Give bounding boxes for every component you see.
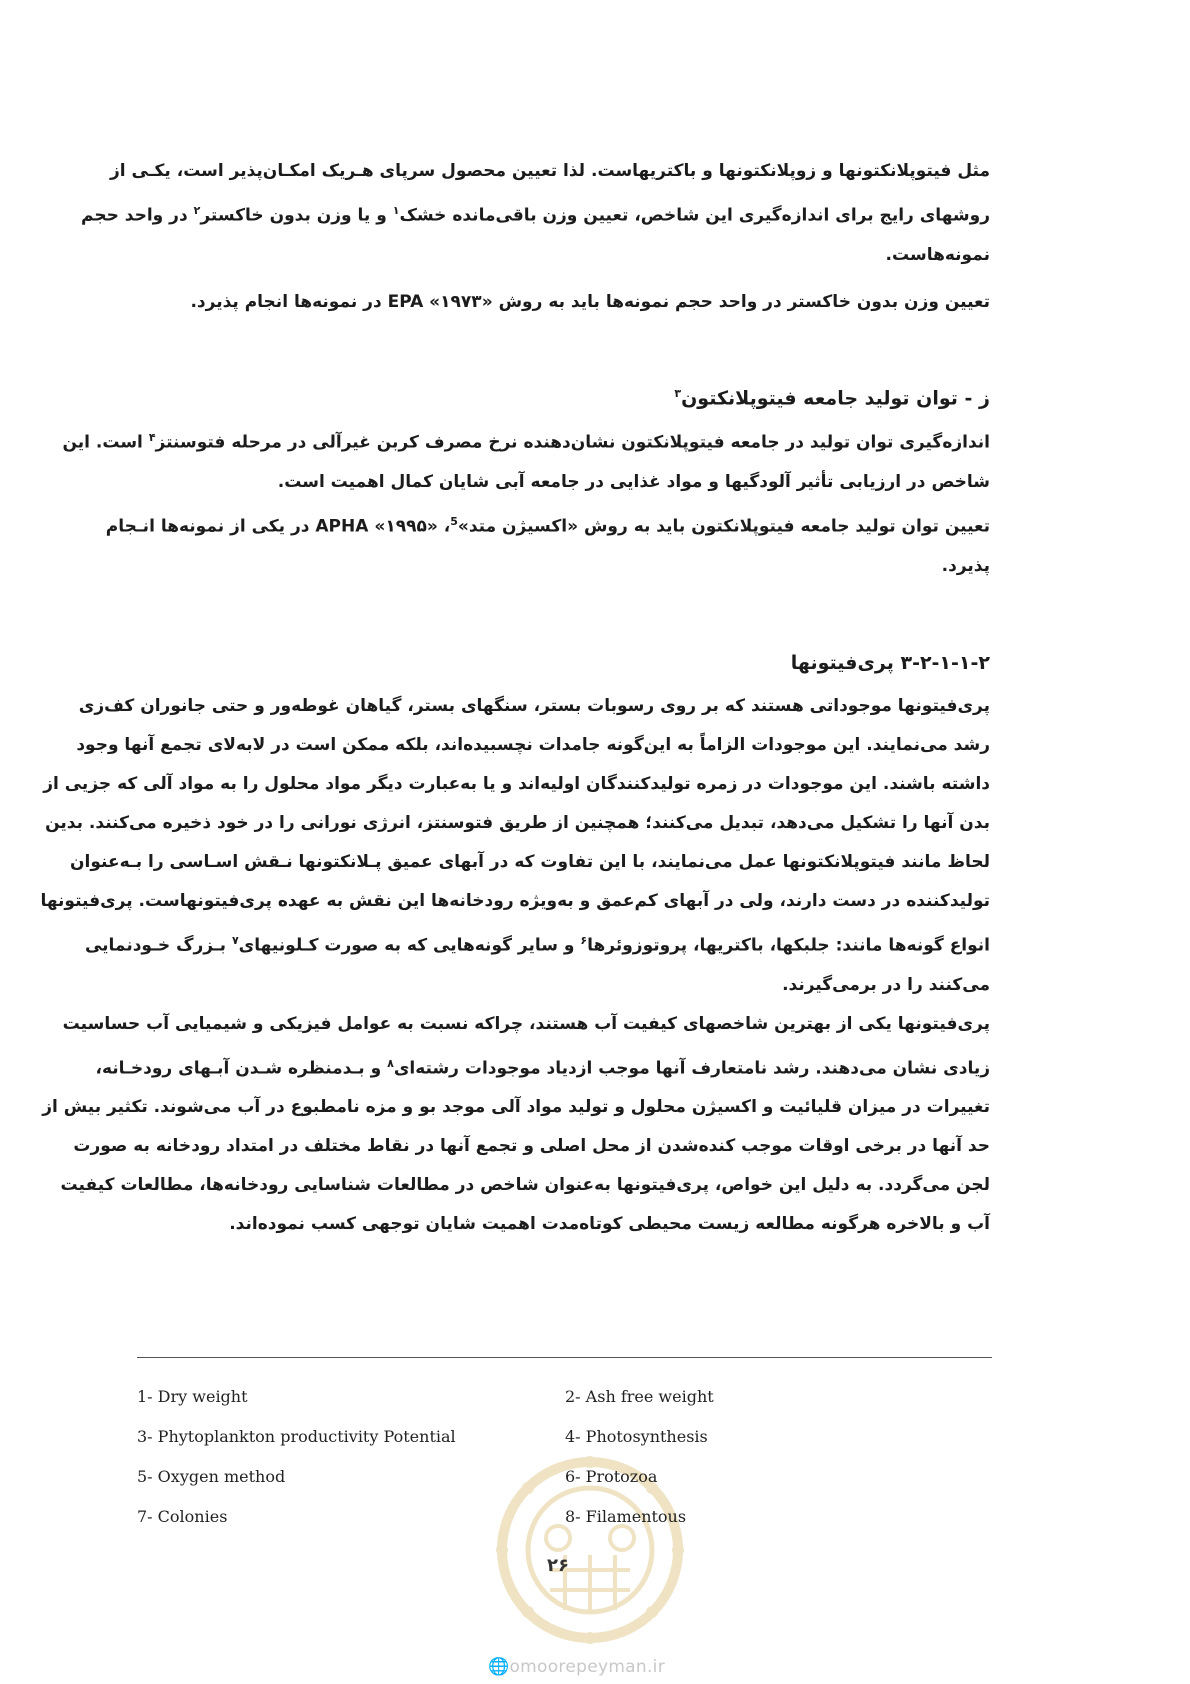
footnote-divider <box>137 1357 992 1358</box>
footnote-item: 5- Oxygen method <box>137 1467 286 1486</box>
section-z <box>62 374 990 586</box>
footnote-item: 7- Colonies <box>137 1507 228 1526</box>
periphyton-p2-line: آب و بالاخره هرگونه مطالعه زیست محیطی کوتاه‌مدت اهمیت شایان توجهی کسب نموده‌اند. <box>229 1214 990 1235</box>
section-z-p1-line2: شاخص در ارزیابی تأثیر آلودگیها و مواد غذایی در جامعه آبی شایان کمال اهمیت است. <box>277 471 990 492</box>
periphyton-p1-line: داشته باشند. این موجودات در زمره تولیدکنندگان اولیه‌اند و یا به‌عبارت دیگر مواد محلول را به مواد آلی که جزیی از <box>43 774 990 794</box>
section-periphyton <box>40 644 990 1244</box>
intro-line-2: روشهای رایج برای اندازه‌گیری این شاخص، تعیین وزن باقی‌مانده خشک$^۱$ و یا وزن بدون خاکستر$^۲$ در واحد حجم <box>81 204 990 226</box>
periphyton-p1-line: می‌کنند را در برمی‌گیرند. <box>782 974 990 995</box>
footnotes-left <box>137 1386 456 1546</box>
globe-icon: 🌐 <box>488 1657 510 1677</box>
footnote-item: 4- Photosynthesis <box>565 1427 708 1446</box>
periphyton-p1-line: بدن آنها را تشکیل می‌دهد، تبدیل می‌کنند؛ همچنین از طریق فتوسنتز، انرژی نورانی را در خود ذخیره می‌کنند. بدین <box>45 813 990 833</box>
footnote-item: 1- Dry weight <box>137 1387 248 1406</box>
footnote-item: 3- Phytoplankton productivity Potential <box>137 1427 456 1446</box>
periphyton-p2-line: زیادی نشان می‌دهند. رشد نامتعارف آنها موجب ازدیاد موجودات رشته‌ای$^۸$ و بـدمنظره شـدن آبـهای رودخـانه، <box>95 1056 990 1079</box>
periphyton-p1-line: تولیدکننده در دست دارند، ولی در آبهای کم‌عمق و به‌ویژه رودخانه‌ها این نقش به عهده پری‌فیتونهاست. پری‌فیتونها <box>40 891 990 911</box>
intro-line-1: مثل فیتوپلانکتونها و زوپلانکتونها و باکتریهاست. لذا تعیین محصول سرپای هـریک امکـان‌پذیر است، یکـی از <box>110 161 990 181</box>
epa-sentence: تعیین وزن بدون خاکستر در واحد حجم نمونه‌ها باید به روش «۱۹۷۳» EPA در نمونه‌ها انجام پذیرد. <box>190 292 990 312</box>
periphyton-p1-line: رشد می‌نمایند. این موجودات الزاماً به این‌گونه جامدات نچسبیده‌اند، بلکه ممکن است در لابه‌لای تجمع آنها وجود <box>76 735 990 755</box>
section-z-p2-line2: پذیرد. <box>941 555 990 576</box>
periphyton-p1-line: لحاظ مانند فیتوپلانکتونها عمل می‌نمایند، با این تفاوت که در آبهای عمیق پـلانکتونها نـقش اسـاسی را بـه‌عنوان <box>70 852 990 872</box>
intro-paragraph <box>81 152 990 275</box>
footnotes-right <box>565 1386 714 1546</box>
footnote-item: 8- Filamentous <box>565 1507 687 1526</box>
footnote-item: 2- Ash free weight <box>565 1387 714 1406</box>
periphyton-p1-line: پری‌فیتونها موجوداتی هستند که بر روی رسوبات بستر، سنگهای بستر، گیاهان غوطه‌ور و حتی جانوران کف‌زی <box>78 696 990 716</box>
footnote-item: 6- Protozoa <box>565 1467 658 1486</box>
section-periphyton-heading: ۳-۲-۱-۱-۲ پری‌فیتونها <box>790 652 990 674</box>
periphyton-p2-line: تغییرات در میزان قلیائیت و اکسیژن محلول و تولید مواد آلی موجد بو و مزه نامطبوع در آب می‌شوند. تکثیر بیش از <box>42 1097 990 1118</box>
periphyton-p2-line: حد آنها در برخی اوقات موجب کنده‌شدن از محل اصلی و تجمع آنها در نقاط مختلف در امتداد رودخانه به صورت <box>73 1136 990 1157</box>
periphyton-p2-line: پری‌فیتونها یکی از بهترین شاخصهای کیفیت آب هستند، چراکه نسبت به عوامل فیزیکی و شیمیایی آب حساسیت <box>62 1013 990 1034</box>
section-z-p2-line1: تعیین توان تولید جامعه فیتوپلانکتون باید به روش «اکسیژن متد»$^5$، «۱۹۹۵» APHA در یکی از نمونه‌ها انـجام <box>105 514 990 537</box>
intro-line-3: نمونه‌هاست. <box>885 244 990 265</box>
periphyton-p2-line: لجن می‌گردد. به دلیل این خواص، پری‌فیتونها به‌عنوان شاخص در مطالعات شناسایی رودخانه‌ها، مطالعات کیفیت <box>60 1175 990 1196</box>
section-z-heading: ز - توان تولید جامعه فیتوپلانکتون$^۳$ <box>674 387 990 410</box>
section-z-p1-line1: اندازه‌گیری توان تولید در جامعه فیتوپلانکتون نشان‌دهنده نرخ مصرف کربن غیرآلی در مرحله فتوسنتز$^۴$ است. این <box>62 431 990 453</box>
page-number: ۲۶ <box>547 1555 569 1576</box>
watermark-url: 🌐omoorepeyman.ir <box>488 1657 665 1677</box>
periphyton-p1-line: انواع گونه‌ها مانند: جلبکها، باکتریها، پروتوزوئرها$^۶$ و سایر گونه‌هایی که به صورت کـلونیهای$^۷$ بـزرگ خـودنمایی <box>84 934 990 956</box>
